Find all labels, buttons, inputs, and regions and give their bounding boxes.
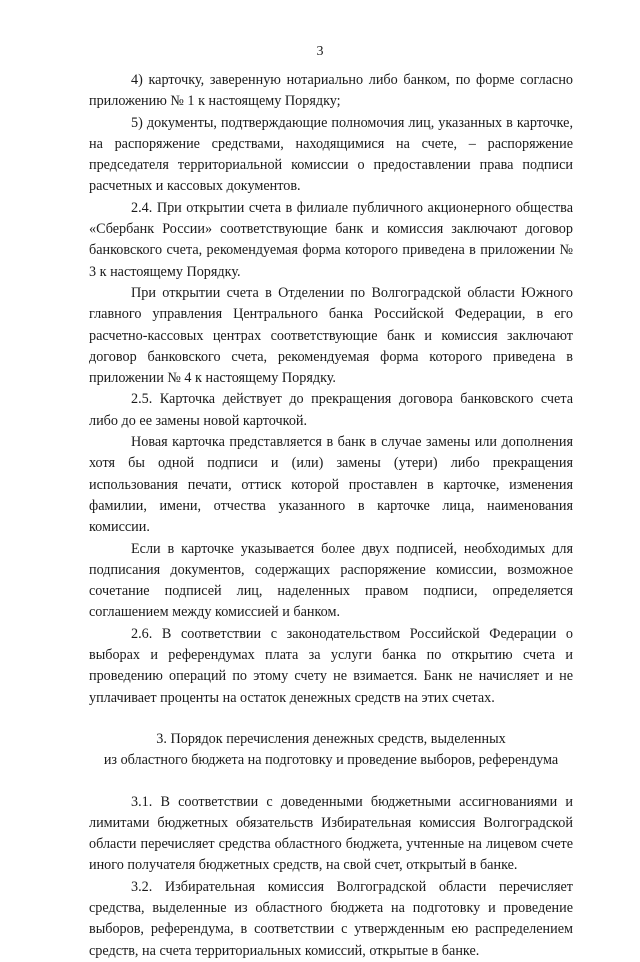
paragraph-2-5: 2.5. Карточка действует до прекращения договора банковского счета либо до ее замены новой карточкой. bbox=[89, 391, 573, 429]
paragraph-3-1: 3.1. В соответствии с доведенными бюджетными ассигнованиями и лимитами бюджетных обязательств Избирательная комиссия Волгоградской области перечисляет средства областного бюджета, учтенные на лицевом счете иного получателя бюджетных средств, на свой счет, открытый в банке. bbox=[89, 793, 573, 874]
paragraph-3-2: 3.2. Избирательная комиссия Волгоградской области перечисляет средства, выделенные из областного бюджета на подготовку и проведение выборов, референдума, в соответствии с утвержденным ею распределением средств, на счета территориальных комиссий, открытые в банке. bbox=[89, 878, 573, 959]
section-heading-line-1: 3. Порядок перечисления денежных средств, выделенных bbox=[156, 730, 506, 747]
paragraph-new-card: Новая карточка представляется в банк в случае замены или дополнения хотя бы одной подписи и (или) замены (утери) либо прекращения использования печати, оттиск которой проставлен в карточке, изменения фамилии, имени, отчества указанного в карточке лица, наименования комиссии. bbox=[89, 434, 573, 536]
section-heading-line-2: из областного бюджета на подготовку и проведение выборов, референдума bbox=[103, 752, 559, 769]
paragraph-2-4: 2.4. При открытии счета в филиале публичного акционерного общества «Сбербанк России» соответствующие банк и комиссия заключают договор банковского счета, рекомендуемая форма которого приведена в приложении № 3 к настоящему Порядку. bbox=[89, 199, 573, 280]
paragraph-2-6: 2.6. В соответствии с законодательством Российской Федерации о выборах и референдумах плата за услуги банка по открытию счета и проведению операций по этому счету не взимается. Банк не начисляет и не уплачивает проценты на остаток денежных средств на этих счетах. bbox=[89, 625, 573, 706]
paragraph-signatures: Если в карточке указывается более двух подписей, необходимых для подписания документов, содержащих распоряжение комиссии, возможное сочетание подписей лиц, наделенных правом подписи, определяется соглашением между комиссией и банком. bbox=[89, 540, 573, 621]
paragraph-item-5: 5) документы, подтверждающие полномочия лиц, указанных в карточке, на распоряжение средствами, находящимися на счете, – распоряжение председателя территориальной комиссии о предоставлении права подписи расчетных и кассовых документов. bbox=[89, 114, 573, 195]
paragraph-item-4: 4) карточку, заверенную нотариально либо банком, по форме согласно приложению № 1 к настоящему Порядку; bbox=[89, 72, 573, 110]
paragraph-central-bank: При открытии счета в Отделении по Волгоградской области Южного главного управления Центрального банка Российской Федерации, в его расчетно-кассовых центрах соответствующие банк и комиссия заключают договор банковского счета, рекомендуемая форма которого приведена в приложении № 4 к настоящему Порядку. bbox=[89, 284, 573, 387]
page-number: 3 bbox=[316, 44, 324, 59]
section-heading bbox=[89, 729, 573, 772]
document-body bbox=[89, 70, 573, 962]
